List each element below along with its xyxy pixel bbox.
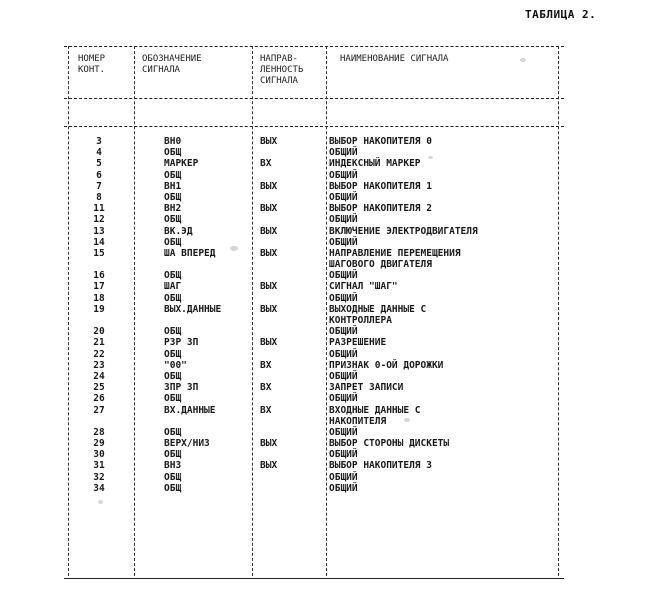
signal-code: ШАГ bbox=[164, 281, 182, 293]
signal-name: ОБЩИЙ bbox=[329, 191, 358, 203]
signal-name: ИНДЕКСНЫЙ МАРКЕР bbox=[329, 158, 421, 170]
contact-number: 23 bbox=[93, 359, 105, 371]
table-row bbox=[64, 147, 564, 158]
table-row bbox=[64, 281, 564, 292]
contact-number: 30 bbox=[93, 449, 105, 461]
signal-name: ЗАПРЕТ ЗАПИСИ bbox=[329, 382, 404, 394]
table-row bbox=[64, 382, 564, 393]
table-row bbox=[64, 337, 564, 348]
signal-code: ВХ.ДАННЫЕ bbox=[164, 404, 216, 416]
signal-code: ОБЩ bbox=[164, 449, 182, 461]
signal-name: ВХОДНЫЕ ДАННЫЕ С bbox=[329, 404, 421, 416]
table-row bbox=[64, 449, 564, 460]
signal-name: ОБЩИЙ bbox=[329, 449, 358, 461]
signal-name: ОБЩИЙ bbox=[329, 471, 358, 483]
header-signal-name: НАИМЕНОВАНИЕ СИГНАЛА bbox=[340, 54, 449, 64]
signal-name: РАЗРЕШЕНИЕ bbox=[329, 337, 387, 349]
signal-code: ША ВПЕРЕД bbox=[164, 247, 216, 259]
table-row bbox=[64, 304, 564, 315]
table-row bbox=[64, 405, 564, 416]
table-row bbox=[64, 416, 564, 427]
contact-number: 27 bbox=[93, 404, 105, 416]
signal-name: ОБЩИЙ bbox=[329, 292, 358, 304]
table-row bbox=[64, 427, 564, 438]
signal-code: ВН1 bbox=[164, 180, 182, 192]
signal-code: ОБЩ bbox=[164, 348, 182, 360]
table-row bbox=[64, 472, 564, 483]
scan-speck bbox=[98, 500, 103, 504]
signal-direction: ВЫХ bbox=[260, 281, 278, 293]
table-caption: ТАБЛИЦА 2. bbox=[525, 8, 597, 21]
contact-number: 18 bbox=[93, 292, 105, 304]
table-row bbox=[64, 136, 564, 147]
contact-number: 31 bbox=[93, 460, 105, 472]
contact-number: 24 bbox=[93, 370, 105, 382]
signal-code: ОБЩ bbox=[164, 482, 182, 494]
contact-number: 16 bbox=[93, 270, 105, 282]
table-bottom-rule bbox=[64, 578, 564, 579]
table-row bbox=[64, 158, 564, 169]
signal-code: ВН2 bbox=[164, 203, 182, 215]
contact-number: 26 bbox=[93, 393, 105, 405]
signal-direction: ВЫХ bbox=[260, 203, 278, 215]
scan-speck bbox=[230, 246, 238, 251]
header-signal-code: ОБОЗНАЧЕНИЕ СИГНАЛА bbox=[142, 54, 202, 75]
signal-name: ПРИЗНАК 0-ОЙ ДОРОЖКИ bbox=[329, 359, 444, 371]
signal-direction: ВХ bbox=[260, 382, 272, 394]
signal-direction: ВЫХ bbox=[260, 460, 278, 472]
table-row bbox=[64, 460, 564, 471]
signal-direction: ВЫХ bbox=[260, 180, 278, 192]
table-row bbox=[64, 371, 564, 382]
contact-number: 13 bbox=[93, 225, 105, 237]
contact-number: 6 bbox=[96, 169, 102, 181]
contact-number: 8 bbox=[96, 191, 102, 203]
signal-name: ОБЩИЙ bbox=[329, 270, 358, 282]
table-row bbox=[64, 270, 564, 281]
signal-code: ЗПР ЗП bbox=[164, 382, 199, 394]
signal-direction: ВЫХ bbox=[260, 136, 278, 147]
signal-name: ОБЩИЙ bbox=[329, 147, 358, 159]
signal-name: ОБЩИЙ bbox=[329, 236, 358, 248]
contact-number: 25 bbox=[93, 382, 105, 394]
table-row bbox=[64, 248, 564, 259]
table-row bbox=[64, 360, 564, 371]
table-row bbox=[64, 393, 564, 404]
signal-direction: ВЫХ bbox=[260, 303, 278, 315]
signal-code: ОБЩ bbox=[164, 426, 182, 438]
signal-direction: ВЫХ bbox=[260, 438, 278, 450]
table-row bbox=[64, 226, 564, 237]
signal-name: ВЫБОР НАКОПИТЕЛЯ 2 bbox=[329, 203, 432, 215]
signal-code: ОБЩ bbox=[164, 236, 182, 248]
signal-name: ОБЩИЙ bbox=[329, 214, 358, 226]
signal-name: ОБЩИЙ bbox=[329, 426, 358, 438]
signal-code: ОБЩ bbox=[164, 147, 182, 159]
signal-name: ВЫБОР НАКОПИТЕЛЯ 0 bbox=[329, 136, 432, 147]
signal-name: ВЫБОР СТОРОНЫ ДИСКЕТЫ bbox=[329, 438, 450, 450]
signal-code: ОБЩ bbox=[164, 471, 182, 483]
signal-name: ОБЩИЙ bbox=[329, 169, 358, 181]
table-row bbox=[64, 438, 564, 449]
signal-name: ОБЩИЙ bbox=[329, 370, 358, 382]
table-row bbox=[64, 483, 564, 494]
signal-code: ВЕРХ/НИЗ bbox=[164, 438, 210, 450]
signal-direction: ВЫХ bbox=[260, 225, 278, 237]
header-signal-direction: НАПРАВ- ЛЕННОСТЬ СИГНАЛА bbox=[260, 54, 304, 86]
table-row bbox=[64, 326, 564, 337]
contact-number: 20 bbox=[93, 326, 105, 338]
signal-name: ВЫХОДНЫЕ ДАННЫЕ С bbox=[329, 303, 427, 315]
signal-name: ВЫБОР НАКОПИТЕЛЯ 1 bbox=[329, 180, 432, 192]
contact-number: 32 bbox=[93, 471, 105, 483]
signal-code: МАРКЕР bbox=[164, 158, 199, 170]
signal-code: ОБЩ bbox=[164, 370, 182, 382]
signal-name: ОБЩИЙ bbox=[329, 348, 358, 360]
contact-number: 21 bbox=[93, 337, 105, 349]
signal-code: ОБЩ bbox=[164, 214, 182, 226]
signal-code: ОБЩ bbox=[164, 169, 182, 181]
signal-name: ВКЛЮЧЕНИЕ ЭЛЕКТРОДВИГАТЕЛЯ bbox=[329, 225, 478, 237]
table-row bbox=[64, 293, 564, 304]
signal-name: ВЫБОР НАКОПИТЕЛЯ 3 bbox=[329, 460, 432, 472]
signal-code: ВН3 bbox=[164, 460, 182, 472]
contact-number: 15 bbox=[93, 247, 105, 259]
signal-direction: ВХ bbox=[260, 359, 272, 371]
table-row bbox=[64, 192, 564, 203]
signal-name: ОБЩИЙ bbox=[329, 393, 358, 405]
signal-code: ОБЩ bbox=[164, 326, 182, 338]
table-row bbox=[64, 237, 564, 248]
table-row bbox=[64, 349, 564, 360]
table-row bbox=[64, 203, 564, 214]
table-body bbox=[64, 136, 564, 494]
contact-number: 29 bbox=[93, 438, 105, 450]
signal-name: КОНТРОЛЛЕРА bbox=[329, 315, 392, 326]
signal-code: ВЫХ.ДАННЫЕ bbox=[164, 303, 222, 315]
contact-number: 22 bbox=[93, 348, 105, 360]
contact-number: 3 bbox=[96, 136, 102, 147]
signal-code: ВК.ЭД bbox=[164, 225, 193, 237]
signal-name: НАПРАВЛЕНИЕ ПЕРЕМЕЩЕНИЯ bbox=[329, 247, 461, 259]
table-row bbox=[64, 315, 564, 326]
header-spacer-rule bbox=[64, 126, 564, 127]
scan-speck bbox=[428, 156, 433, 159]
signal-code: "00" bbox=[164, 359, 187, 371]
contact-number: 12 bbox=[93, 214, 105, 226]
signal-direction: ВЫХ bbox=[260, 337, 278, 349]
signal-code: ВН0 bbox=[164, 136, 182, 147]
table-top-rule bbox=[64, 46, 564, 47]
contact-number: 19 bbox=[93, 303, 105, 315]
signal-code: ОБЩ bbox=[164, 191, 182, 203]
signal-direction: ВХ bbox=[260, 404, 272, 416]
signal-code: ОБЩ bbox=[164, 292, 182, 304]
signal-name: ОБЩИЙ bbox=[329, 482, 358, 494]
scan-speck bbox=[520, 58, 526, 62]
header-bottom-rule bbox=[64, 98, 564, 99]
signal-name: ОБЩИЙ bbox=[329, 326, 358, 338]
contact-number: 11 bbox=[93, 203, 105, 215]
contact-number: 14 bbox=[93, 236, 105, 248]
contact-number: 5 bbox=[96, 158, 102, 170]
signal-code: ОБЩ bbox=[164, 270, 182, 282]
contact-number: 34 bbox=[93, 482, 105, 494]
signal-direction: ВХ bbox=[260, 158, 272, 170]
contact-number: 4 bbox=[96, 147, 102, 159]
table-row bbox=[64, 214, 564, 225]
signal-name: СИГНАЛ "ШАГ" bbox=[329, 281, 398, 293]
signal-direction: ВЫХ bbox=[260, 247, 278, 259]
signal-code: РЗР ЗП bbox=[164, 337, 199, 349]
table-row bbox=[64, 170, 564, 181]
signal-code: ОБЩ bbox=[164, 393, 182, 405]
contact-number: 28 bbox=[93, 426, 105, 438]
table-row bbox=[64, 181, 564, 192]
scan-speck bbox=[404, 418, 410, 422]
signal-name: НАКОПИТЕЛЯ bbox=[329, 415, 387, 427]
table-row bbox=[64, 259, 564, 270]
contact-number: 7 bbox=[96, 180, 102, 192]
header-contact-number: НОМЕР КОНТ. bbox=[78, 54, 106, 75]
contact-number: 17 bbox=[93, 281, 105, 293]
signal-name: ШАГОВОГО ДВИГАТЕЛЯ bbox=[329, 259, 432, 271]
